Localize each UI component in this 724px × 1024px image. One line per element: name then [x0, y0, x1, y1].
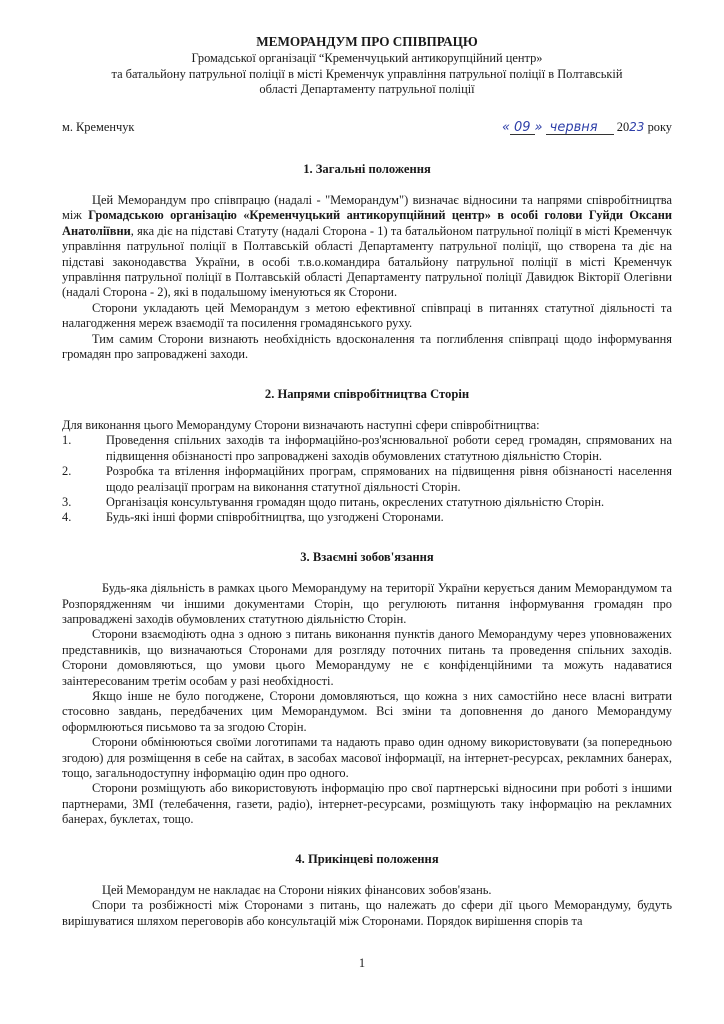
list-item: [62, 510, 672, 525]
date-year-prefix: 20: [616, 119, 630, 134]
date-suffix: року: [647, 119, 672, 134]
list-item-text: Проведення спільних заходів та інформаційно-роз'яснювальної роботи серед громадян, спрямованих на підвищення обізнаності про запроваджені заходів обумовлених статутною діяльністю Сторін.: [106, 433, 672, 463]
section-3-paragraph-3: Якщо інше не було погоджене, Сторони домовляються, що кожна з них самостійно несе власні витрати стосовно завдань, передбачених цим Меморандумом. Всі зміни та доповнення до даного Меморандуму оформлюються письмово та за згодою Сторін.: [62, 689, 672, 734]
place-date-row: [62, 120, 672, 140]
document-subtitle-line-1: Громадської організації “Кременчуцький антикорупційний центр»: [191, 51, 543, 66]
date-year-suffix: 23: [629, 119, 645, 134]
section-1-party-1-name: Громадською організацію «Кременчуцький антикорупційний центр» в особі голови Гуйди Оксани Анатоліївни: [62, 208, 672, 238]
page-number: 1: [358, 956, 366, 970]
list-item-text: Будь-які інші форми співробітництва, що узгоджені Сторонами.: [106, 510, 444, 525]
section-3-paragraph-2: Сторони взаємодіють одна з одною з питань виконання пунктів даного Меморандуму через уповноважених представників, що визначаються Сторонами для розгляду поточних питань та проведення спільних заходів. Сторони домовляються, що умови цього Меморандуму не є конфіденційними та можуть надаватися заінтересованим третім особам у разі необхідності.: [62, 627, 672, 688]
section-2-heading: 2. Напрями співробітництва Сторін: [264, 386, 470, 401]
section-4-paragraph-1: Цей Меморандум не накладає на Сторони ніяких фінансових зобов'язань.: [102, 883, 492, 898]
list-item-number: 1.: [62, 433, 72, 448]
section-3-paragraph-5: Сторони розміщують або використовують інформацію про свої партнерські відносини при роботі з іншими партнерами, ЗМІ (телебачення, газети, радіо), інтернет-ресурсами, розміщують таку інформацію на рекламних банерах, буклетах, тощо.: [62, 781, 672, 827]
date-month: червня: [546, 121, 614, 135]
section-2-intro: Для виконання цього Меморандуму Сторони визначають наступні сфери співробітництва:: [62, 417, 540, 432]
section-3-paragraph-1: Будь-яка діяльність в рамках цього Меморандуму на території України керується даним Меморандумом та Розпорядженням чи іншими документами Сторін, що регулюють питання інформування громадян про запроваджені заходів обумовлених статутною діяльністю Сторін.: [62, 581, 672, 626]
section-1-paragraph-1-start: Цей Меморандум про співпрацю (надалі - "Меморандум") визначає відносини та напрями співробітництва між: [62, 193, 672, 223]
list-item-text: Розробка та втілення інформаційних програм, спрямованих на підвищення рівня обізнаності населення щодо реалізації програм на виконання статутної діяльності Сторін.: [106, 464, 672, 494]
section-1-paragraph-2: Сторони укладають цей Меморандум з метою ефективної співпраці в питаннях статутної діяльності та налагодження мереж взаємодії та посилення громадянського руху.: [62, 300, 672, 331]
section-4-paragraph-2: Спори та розбіжності між Сторонами з питань, що належать до сфери дії цього Меморандуму, будуть вирішуватися шляхом переговорів або консультацій між Сторонами. Порядок вирішення спорів та: [62, 898, 672, 928]
list-item-number: 2.: [62, 464, 72, 479]
section-1-paragraph-1-end: , яка діє на підставі Статуту (надалі Сторона - 1) та батальйоном патрульної поліції в місті Кременчук управління патрульної поліції в Полтавській області Департаменту патрульної поліції, що створена та діє на підставі законодавства України, в особі т.в.о.командира батальйону патрульної поліції в місті Кременчук управління патрульної поліції в Полтавській області Департаменту патрульної поліції Давидюк Вікторії Олегівни (надалі Сторона - 2), які в подальшому іменуються як Сторони.: [62, 223, 672, 300]
section-1-paragraph-1: [62, 193, 672, 301]
date: [502, 120, 672, 135]
section-1-heading: 1. Загальні положення: [303, 161, 431, 176]
place: м. Кременчук: [62, 119, 135, 134]
section-3-heading: 3. Взаємні зобов'язання: [300, 549, 434, 564]
section-1-paragraph-3: Тим самим Сторони визнають необхідність вдосконалення та поглиблення співпраці щодо інформування громадян про запроваджені заходи.: [62, 331, 672, 362]
list-item-number: 4.: [62, 510, 72, 525]
document-subtitle-line-3: області Департаменту патрульної поліції: [259, 82, 475, 97]
list-item: [62, 495, 672, 510]
list-item-number: 3.: [62, 494, 72, 509]
section-4-heading: 4. Прикінцеві положення: [295, 851, 439, 866]
list-item: [62, 464, 672, 495]
date-close-quote: »: [534, 119, 543, 135]
list-item-text: Організація консультування громадян щодо питань, окреслених статутною діяльністю Сторін.: [106, 494, 605, 509]
document-subtitle-line-2: та батальйону патрульної поліції в місті Кременчук управління патрульної поліції в Полтавській: [111, 66, 623, 81]
section-3-paragraph-4: Сторони обмінюються своїми логотипами та надають право один одному використовувати (за попередньою згодою) для розміщення в себе на сайтах, в засобах масової інформації, на інтернет-ресурсах, рекламних банерах, тощо, загальнодоступну інформацію один про одного.: [62, 735, 672, 781]
list-item: [62, 433, 672, 464]
document-title: МЕМОРАНДУМ ПРО СПІВПРАЦЮ: [256, 34, 478, 49]
date-day: 09: [510, 121, 535, 135]
date-year: [617, 120, 645, 134]
date-open-quote: «: [501, 119, 510, 135]
